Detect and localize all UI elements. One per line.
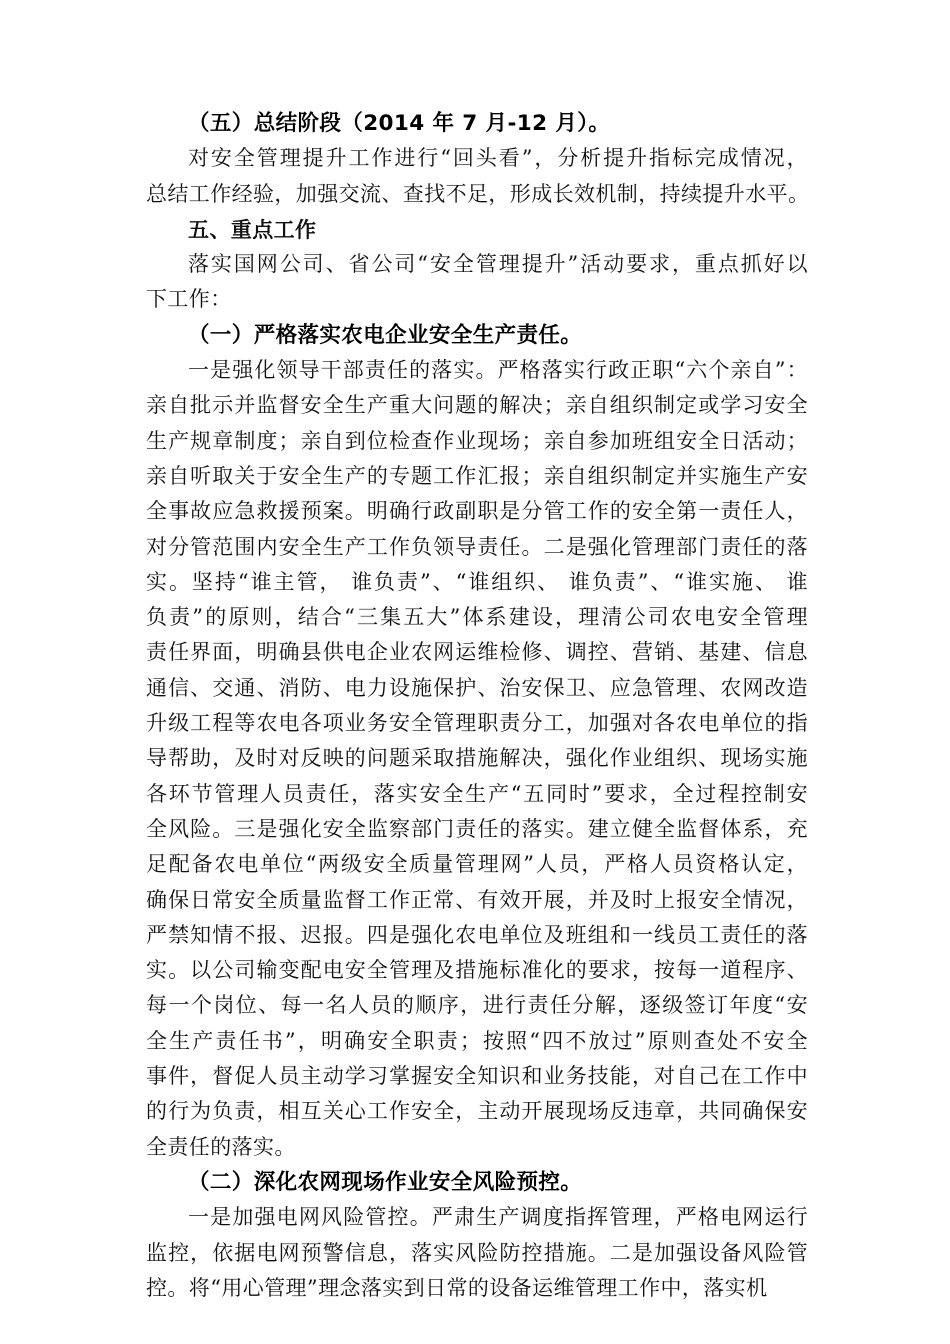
text-line: 落实国网公司、省公司“安全管理提升”活动要求，重点抓好以	[188, 252, 808, 277]
heading-summary-stage: （五）总结阶段（2014 年 7 月-12 月）。	[188, 111, 611, 136]
text-line: 各环节管理人员责任，落实安全生产“五同时”要求，全过程控制安	[146, 781, 808, 806]
paragraph-risk-control	[146, 1200, 808, 1306]
text-line: 每一个岗位、每一名人员的顺序，进行责任分解，逐级签订年度“安	[146, 993, 808, 1018]
document-page	[146, 106, 808, 1306]
text-line: 责任界面，明确县供电企业农网运维检修、调控、营销、基建、信息	[146, 640, 808, 665]
text-line: 全事故应急救援预案。明确行政副职是分管工作的安全第一责任人，	[146, 499, 808, 524]
text-line: 负责”的原则，结合“三集五大”体系建设，理清公司农电安全管理	[146, 605, 808, 630]
section-title-key-work: 五、重点工作	[188, 216, 317, 242]
text-line: 升级工程等农电各项业务安全管理职责分工，加强对各农电单位的指	[146, 711, 808, 736]
text-line: 全风险。三是强化安全监察部门责任的落实。建立健全监督体系，充	[146, 816, 808, 841]
heading-risk-control: （二）深化农网现场作业安全风险预控。	[188, 1169, 583, 1195]
paragraph-intro	[146, 247, 808, 318]
text-line: 实。坚持“谁主管， 谁负责”、“谁组织、 谁负责”、“谁实施、 谁	[146, 569, 808, 594]
text-line: 确保日常安全质量监督工作正常、有效开展，并及时上报安全情况，	[146, 887, 808, 912]
text-line: 亲自听取关于安全生产的专题工作汇报；亲自组织制定并实施生产安	[146, 463, 808, 488]
heading-responsibility: （一）严格落实农电企业安全生产责任。	[188, 322, 583, 348]
text-line: 足配备农电单位“两级安全质量管理网”人员，严格人员资格认定，	[146, 852, 808, 877]
text-line: 全责任的落实。	[146, 1134, 296, 1159]
text-line: 严禁知情不报、迟报。四是强化农电单位及班组和一线员工责任的落	[146, 922, 808, 947]
text-line: 对分管范围内安全生产工作负领导责任。二是强化管理部门责任的落	[146, 534, 808, 559]
text-line: 的行为负责，相互关心工作安全，主动开展现场反违章，共同确保安	[146, 1099, 808, 1124]
text-line: 下工作：	[146, 287, 232, 312]
paragraph-summary-stage	[146, 141, 808, 212]
text-line: 全生产责任书”，明确安全职责；按照“四不放过”原则查处不安全	[146, 1028, 808, 1053]
text-line: 一是加强电网风险管控。严肃生产调度指挥管理，严格电网运行	[188, 1205, 808, 1230]
text-line: 对安全管理提升工作进行“回头看”，分析提升指标完成情况，	[188, 146, 808, 171]
text-line: 总结工作经验，加强交流、查找不足，形成长效机制，持续提升水平。	[146, 181, 810, 206]
text-line: 监控，依据电网预警信息，落实风险防控措施。二是加强设备风险管	[146, 1240, 808, 1265]
text-line: 控。将“用心管理”理念落实到日常的设备运维管理工作中，落实机	[146, 1275, 768, 1300]
text-line: 亲自批示并监督安全生产重大问题的解决；亲自组织制定或学习安全	[146, 393, 808, 418]
text-line: 生产规章制度；亲自到位检查作业现场；亲自参加班组安全日活动；	[146, 428, 808, 453]
text-line: 导帮助，及时对反映的问题采取措施解决，强化作业组织、现场实施	[146, 746, 808, 771]
paragraph-responsibility	[146, 353, 808, 1165]
text-line: 事件，督促人员主动学习掌握安全知识和业务技能，对自己在工作中	[146, 1064, 808, 1089]
text-line: 实。以公司输变配电安全管理及措施标准化的要求，按每一道程序、	[146, 958, 808, 983]
text-line: 一是强化领导干部责任的落实。严格落实行政正职“六个亲自”：	[188, 358, 808, 383]
text-line: 通信、交通、消防、电力设施保护、治安保卫、应急管理、农网改造	[146, 675, 808, 700]
